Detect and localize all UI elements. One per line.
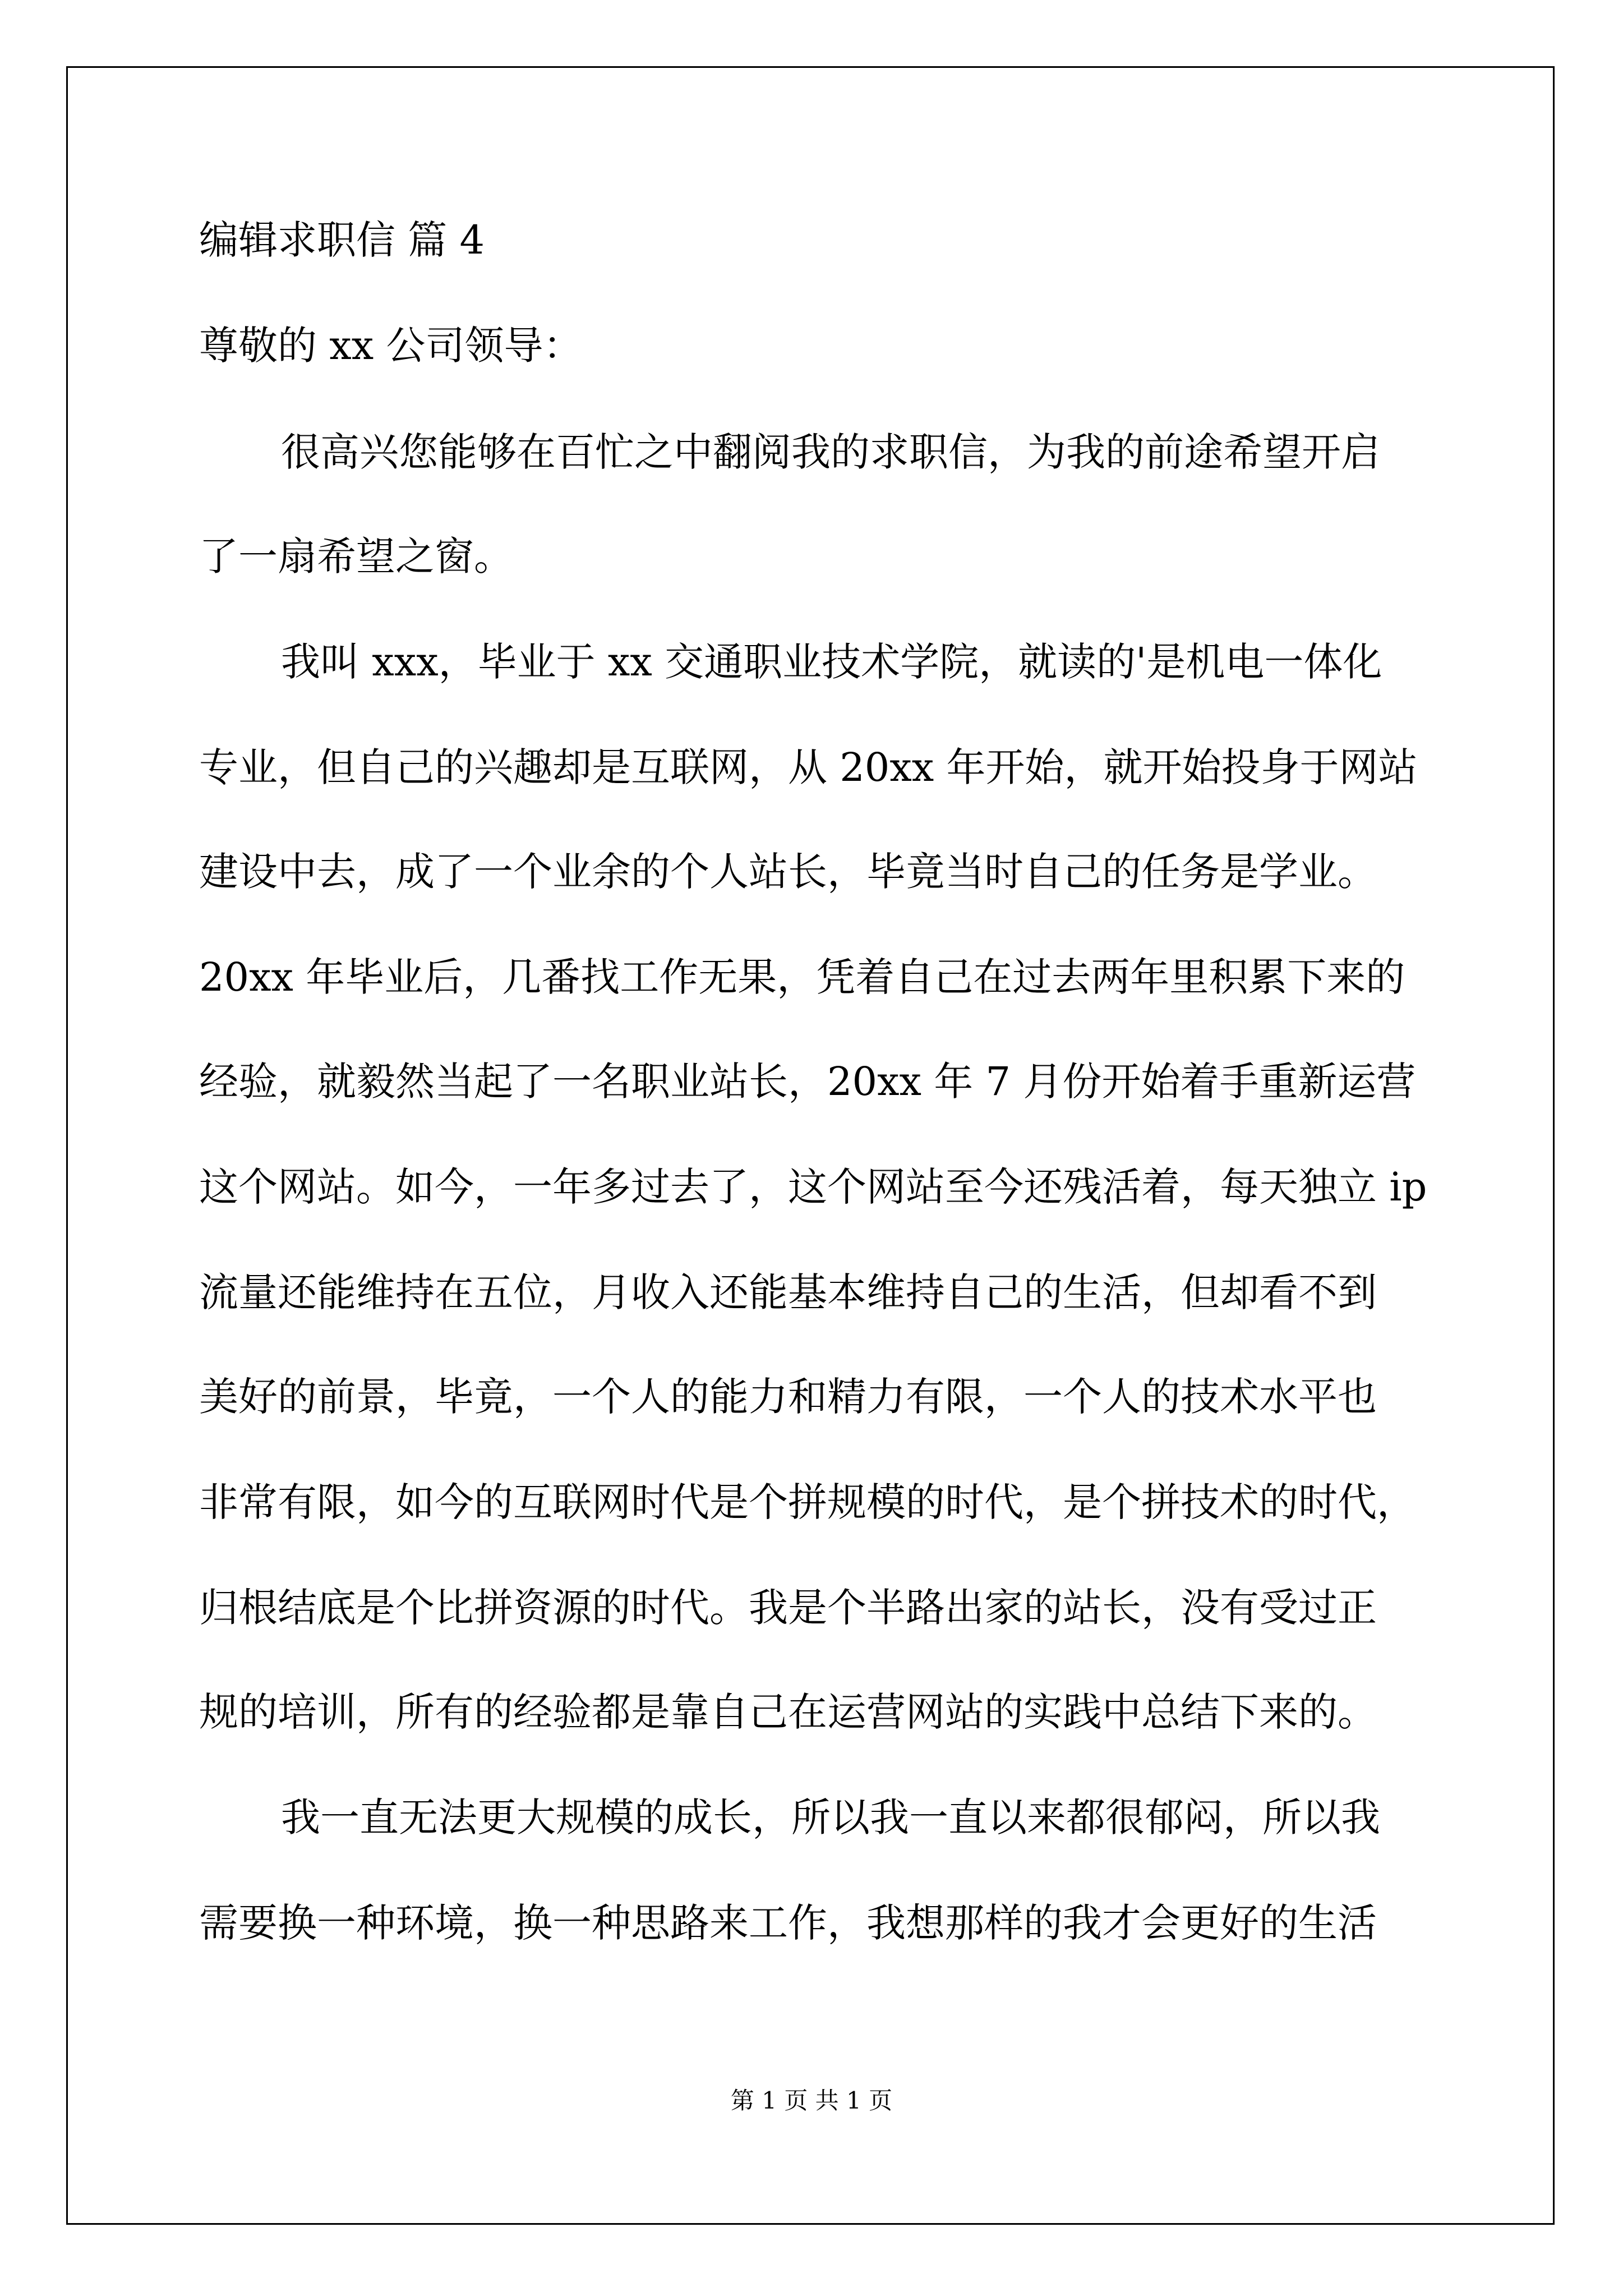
salutation: 尊敬的 xx 公司领导： <box>199 323 583 369</box>
paragraph-line: 很高兴您能够在百忙之中翻阅我的求职信，为我的前途希望开启 <box>281 429 1380 475</box>
paragraph-line: 了一扇希望之窗。 <box>199 533 513 579</box>
paragraph-line: 这个网站。如今，一年多过去了，这个网站至今还残活着，每天独立 ip <box>199 1164 1427 1210</box>
paragraph-line: 我一直无法更大规模的成长，所以我一直以来都很郁闷，所以我 <box>281 1795 1380 1841</box>
document-title: 编辑求职信 篇 4 <box>199 217 485 263</box>
paragraph-line: 专业，但自己的兴趣却是互联网，从 20xx 年开始，就开始投身于网站 <box>199 744 1418 790</box>
paragraph-line: 流量还能维持在五位，月收入还能基本维持自己的生活，但却看不到 <box>199 1269 1377 1315</box>
paragraph-line: 非常有限，如今的互联网时代是个拼规模的时代，是个拼技术的时代， <box>199 1479 1416 1525</box>
paragraph-line: 美好的前景，毕竟，一个人的能力和精力有限，一个人的技术水平也 <box>199 1374 1377 1420</box>
paragraph-line: 20xx 年毕业后，几番找工作无果，凭着自己在过去两年里积累下来的 <box>199 954 1405 1000</box>
paragraph-line: 规的培训，所有的经验都是靠自己在运营网站的实践中总结下来的。 <box>199 1689 1377 1735</box>
paragraph-line: 建设中去，成了一个业余的个人站长，毕竟当时自己的任务是学业。 <box>199 849 1377 895</box>
paragraph-line: 需要换一种环境，换一种思路来工作，我想那样的我才会更好的生活 <box>199 1900 1377 1946</box>
paragraph-line: 我叫 xxx，毕业于 xx 交通职业技术学院，就读的'是机电一体化 <box>281 639 1382 685</box>
page-footer: 第 1 页 共 1 页 <box>730 2087 893 2114</box>
paragraph-line: 经验，就毅然当起了一名职业站长，20xx 年 7 月份开始着手重新运营 <box>199 1059 1416 1105</box>
paragraph-line: 归根结底是个比拼资源的时代。我是个半路出家的站长，没有受过正 <box>199 1585 1377 1631</box>
